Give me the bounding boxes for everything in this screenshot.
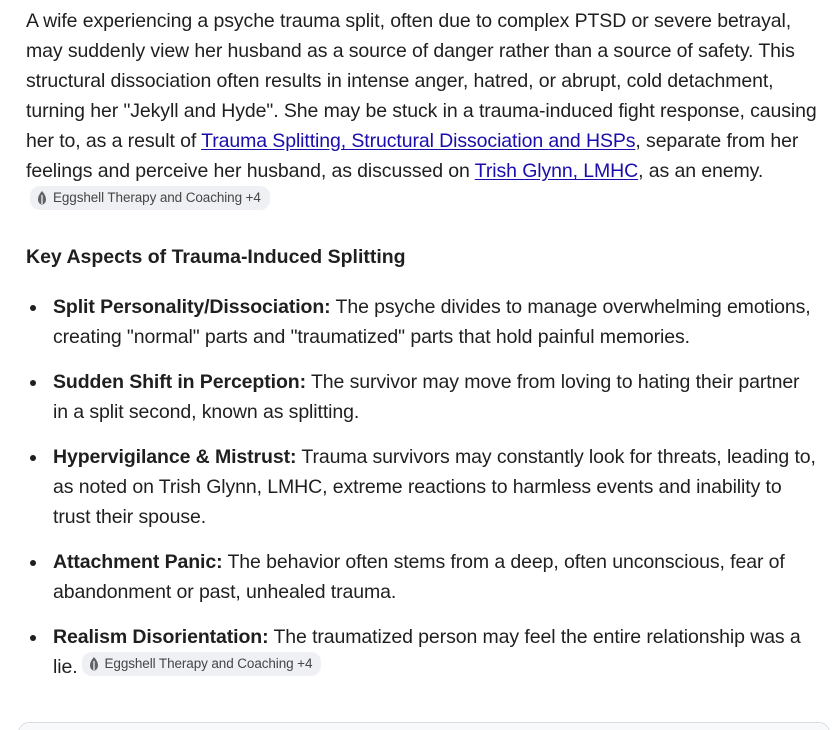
list-item-term: Attachment Panic:	[53, 551, 223, 573]
list-item-text: The survivor may move from loving to hating their partner in a split second, known as splitting.	[53, 371, 800, 423]
bullet-dot	[30, 455, 36, 461]
source-chip-label: Eggshell Therapy and Coaching +4	[53, 190, 261, 205]
ai-overview-content	[26, 6, 818, 697]
link-trauma-splitting[interactable]: Trauma Splitting, Structural Dissociation and HSPs	[201, 130, 636, 152]
list-item	[26, 442, 818, 532]
source-favicon-icon	[37, 191, 47, 205]
intro-text-1: A wife experiencing a psyche trauma split, often due to complex PTSD or severe betrayal, may suddenly view her husband as a source of danger rather than a source of safety. This structural dissociation often results in intense anger, hatred, or abrupt, cold detachment, turning her "Jekyll and Hyde". She may be stuck in a trauma-induced fight response, causing her to, as a result of	[26, 10, 817, 152]
list-item-text: The traumatized person may feel the entire relationship was a lie.	[53, 626, 801, 678]
bullet-dot	[30, 635, 36, 641]
intro-text-3: , as an enemy.	[638, 160, 764, 182]
list-item-text: The psyche divides to manage overwhelming emotions, creating "normal" parts and "traumatized" parts that hold painful memories.	[53, 296, 811, 348]
bullet-dot	[30, 305, 36, 311]
list-item-term: Split Personality/Dissociation:	[53, 296, 331, 318]
section-heading: Key Aspects of Trauma-Induced Splitting	[26, 246, 406, 268]
list-item-text: Trauma survivors may constantly look for threats, leading to, as noted on Trish Glynn, LMHC, extreme reactions to harmless events and inability to trust their spouse.	[53, 446, 816, 528]
list-item-term: Sudden Shift in Perception:	[53, 371, 306, 393]
follow-up-input-bar[interactable]	[18, 722, 830, 730]
source-chip[interactable]	[30, 186, 270, 210]
key-aspects-list	[26, 292, 818, 682]
list-item-term: Hypervigilance & Mistrust:	[53, 446, 297, 468]
intro-paragraph	[26, 6, 818, 216]
bullet-dot	[30, 380, 36, 386]
source-chip-label: Eggshell Therapy and Coaching +4	[104, 656, 313, 671]
intro-text-2: , separate from her feelings and perceive her husband, as discussed on	[26, 130, 799, 182]
list-item-text: The behavior often stems from a deep, often unconscious, fear of abandonment or past, unhealed trauma.	[53, 551, 785, 603]
list-item	[26, 367, 818, 427]
source-favicon-icon	[89, 657, 99, 671]
list-item	[26, 292, 818, 352]
link-trish-glynn[interactable]: Trish Glynn, LMHC	[474, 160, 639, 182]
list-item	[26, 622, 818, 682]
bullet-dot	[30, 560, 36, 566]
list-item-term: Realism Disorientation:	[53, 626, 269, 648]
list-item	[26, 547, 818, 607]
source-chip[interactable]	[82, 652, 322, 676]
